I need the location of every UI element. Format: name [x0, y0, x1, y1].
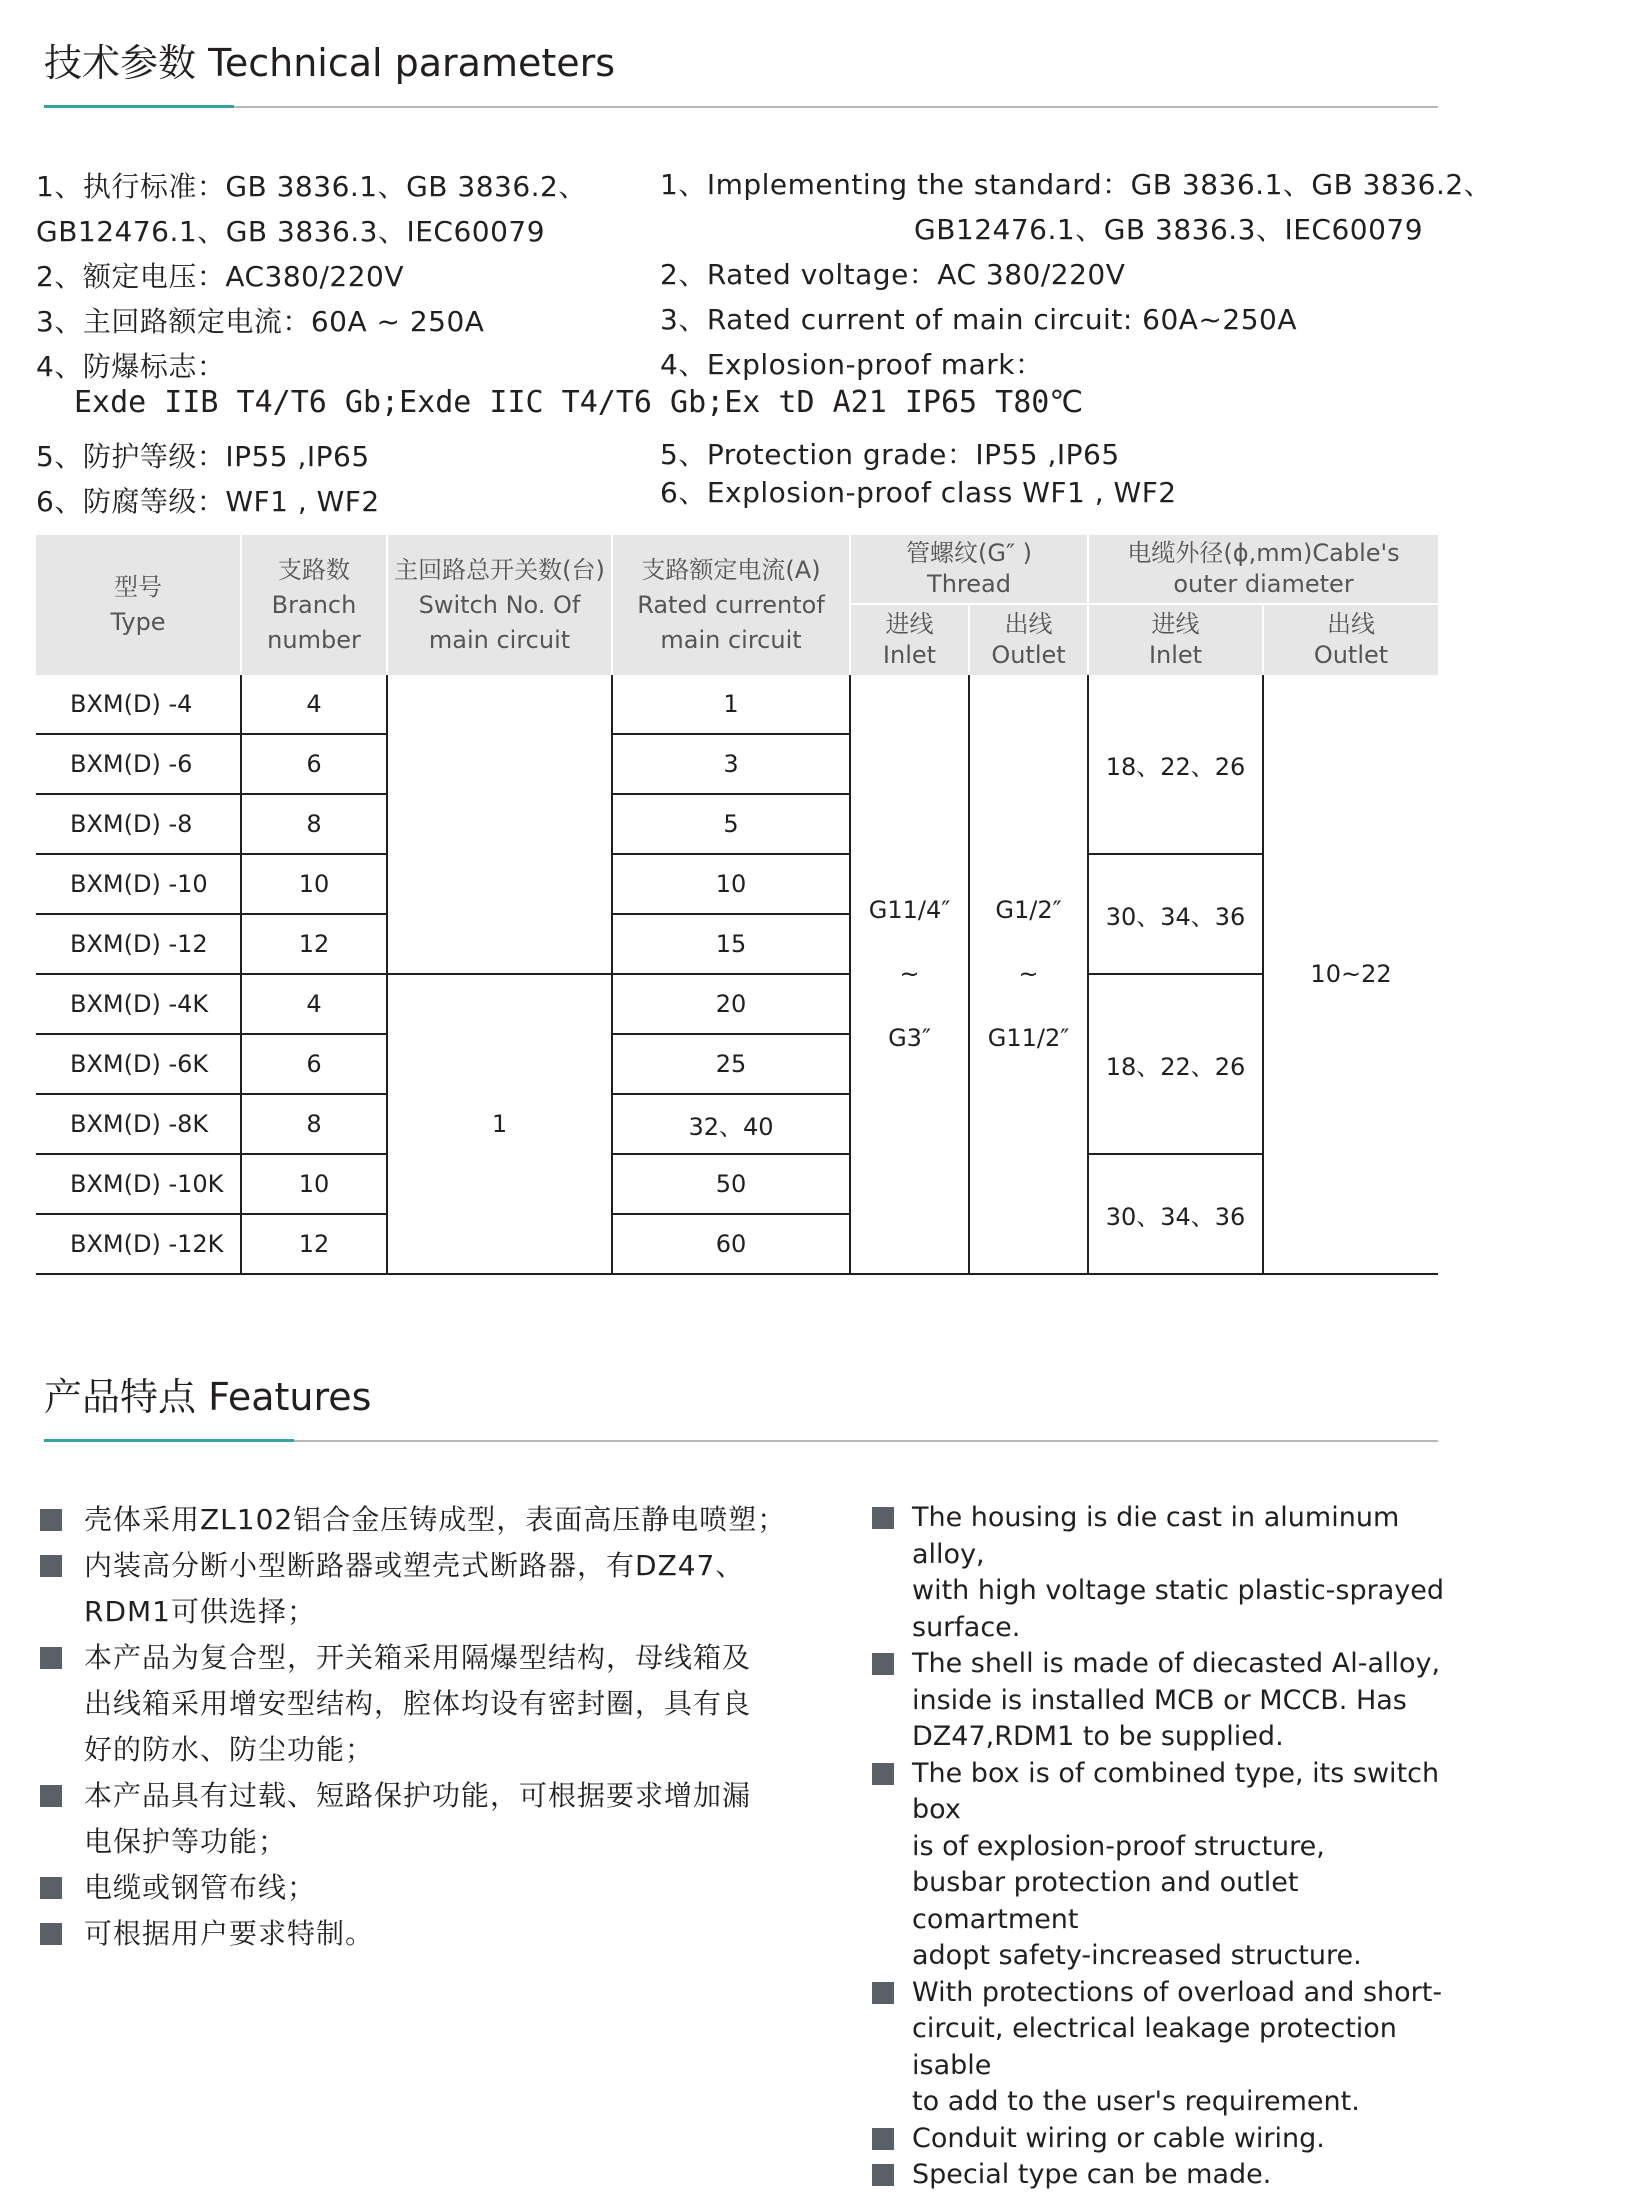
header-thread-outlet: [969, 604, 1088, 675]
cell-current: 60: [612, 1214, 850, 1274]
cell-branch: 4: [241, 675, 387, 734]
header-thread-cn: 管螺纹(G″ ): [906, 539, 1032, 567]
header-cable-inlet-en: Inlet: [1148, 641, 1203, 669]
square-bullet-icon: [40, 1923, 62, 1945]
square-bullet-icon: [40, 1785, 62, 1807]
cn-anticorrosion-class: 6、防腐等级：WF1 , WF2: [36, 485, 380, 518]
feature-en-line: DZ47,RDM1 to be supplied.: [912, 1721, 1284, 1752]
thread-outlet-mid: ~: [1018, 960, 1039, 988]
feature-en-item: [872, 2121, 1452, 2158]
cell-branch: 12: [241, 914, 387, 974]
feature-en-line: adopt safety-increased structure.: [912, 1940, 1362, 1971]
table-row: [36, 1154, 1438, 1214]
table-row: [36, 854, 1438, 914]
header-thread: [850, 535, 1088, 604]
parameter-table: [36, 535, 1438, 1275]
feature-en-item: [872, 2157, 1452, 2194]
en-explosion-class: 6、Explosion-proof class WF1 , WF2: [660, 476, 1177, 509]
cell-branch: 8: [241, 794, 387, 854]
feature-cn-item: [40, 1911, 820, 1957]
header-type-cn: 型号: [114, 573, 162, 601]
cell-switch-value: 1: [387, 974, 612, 1274]
feature-cn-item: [40, 1865, 820, 1911]
thread-inlet-top: G11/4″: [868, 896, 951, 924]
cell-current: 5: [612, 794, 850, 854]
feature-en-line: surface.: [912, 1611, 1021, 1643]
cell-branch: 12: [241, 1214, 387, 1274]
header-outlet-cn: 出线: [1004, 610, 1053, 638]
cn-standard-line1: 1、执行标准：GB 3836.1、GB 3836.2、: [36, 170, 587, 203]
feature-en-item: [872, 1975, 1452, 2121]
square-bullet-icon: [40, 1877, 62, 1899]
header-outlet-en: Outlet: [991, 641, 1066, 669]
feature-cn-line: 壳体采用ZL102铝合金压铸成型，表面高压静电喷塑；: [84, 1503, 787, 1536]
feature-en-line: is of explosion-proof structure,: [912, 1830, 1325, 1862]
cell-current: 20: [612, 974, 850, 1034]
square-bullet-icon: [872, 1982, 894, 2004]
section-title-technical: 技术参数 Technical parameters: [44, 41, 616, 85]
thread-outlet-top: G1/2″: [995, 896, 1062, 924]
header-inlet-en: Inlet: [882, 641, 937, 669]
cn-explosion-mark: 4、防爆标志：: [36, 350, 226, 383]
cell-current: 50: [612, 1154, 850, 1214]
feature-en-item: [872, 1646, 1452, 1756]
cell-branch: 10: [241, 854, 387, 914]
header-switch: [387, 535, 612, 675]
cell-cable-inlet: 18、22、26: [1088, 974, 1263, 1154]
cell-current: 10: [612, 854, 850, 914]
feature-cn-line: RDM1可供选择；: [84, 1595, 316, 1628]
cell-branch: 6: [241, 734, 387, 794]
square-bullet-icon: [40, 1647, 62, 1669]
feature-cn-line: 好的防水、防尘功能；: [84, 1733, 375, 1766]
cell-switch-empty: [387, 675, 612, 974]
header-rated-cn: 支路额定电流(A): [641, 555, 821, 584]
header-switch-en2: main circuit: [428, 625, 571, 654]
square-bullet-icon: [872, 1763, 894, 1785]
square-bullet-icon: [872, 1653, 894, 1675]
feature-en-line: with high voltage static plastic-sprayed: [912, 1575, 1444, 1606]
header-rated-en1: Rated currentof: [637, 590, 825, 619]
header-switch-en1: Switch No. Of: [418, 590, 581, 619]
cell-type: BXM(D) -10: [36, 854, 241, 914]
thread-inlet-bot: G3″: [888, 1024, 931, 1052]
cell-thread-outlet: [969, 675, 1088, 1274]
header-thread-inlet: [850, 604, 969, 675]
header-branch-cn: 支路数: [278, 555, 350, 584]
feature-cn-line: 电保护等功能；: [84, 1825, 288, 1858]
header-cable-cn: 电缆外径(ϕ,mm)Cable's: [1127, 539, 1400, 567]
cell-type: BXM(D) -6: [36, 734, 241, 794]
cell-current: 32、40: [612, 1094, 850, 1154]
header-rated-en2: main circuit: [660, 625, 802, 654]
feature-cn-line: 可根据用户要求特制。: [84, 1917, 375, 1950]
header-branch-en1: Branch: [271, 590, 357, 619]
feature-cn-line: 出线箱采用增安型结构，腔体均设有密封圈，具有良: [84, 1687, 752, 1720]
header-rated-current: [612, 535, 850, 675]
feature-en-line: Special type can be made.: [912, 2159, 1272, 2190]
feature-en-line: The box is of combined type, its switch box: [912, 1757, 1440, 1825]
features-cn-list: [40, 1497, 820, 1957]
cell-type: BXM(D) -10K: [36, 1154, 241, 1214]
en-protection-grade: 5、Protection grade：IP55 ,IP65: [660, 438, 1120, 471]
title-accent-bar: [44, 105, 234, 108]
header-switch-cn: 主回路总开关数(台): [394, 555, 605, 584]
en-standard-line2: GB12476.1、GB 3836.3、IEC60079: [914, 213, 1424, 246]
cell-branch: 8: [241, 1094, 387, 1154]
header-cable: [1088, 535, 1438, 604]
square-bullet-icon: [40, 1509, 62, 1531]
cn-rated-voltage: 2、额定电压：AC380/220V: [36, 260, 405, 293]
cell-current: 25: [612, 1034, 850, 1094]
feature-en-line: Conduit wiring or cable wiring.: [912, 2122, 1325, 2154]
feature-cn-item: [40, 1635, 820, 1773]
table-row: [36, 974, 1438, 1034]
feature-en-item: [872, 1500, 1452, 1646]
cell-type: BXM(D) -12: [36, 914, 241, 974]
cell-cable-inlet: 18、22、26: [1088, 675, 1263, 854]
title-underline: [44, 106, 1438, 108]
features-en-list: [872, 1500, 1452, 2194]
header-cable-inlet-cn: 进线: [1151, 610, 1200, 638]
cell-branch: 10: [241, 1154, 387, 1214]
features-accent-bar: [44, 1439, 294, 1442]
feature-cn-item: [40, 1497, 820, 1543]
feature-cn-item: [40, 1543, 820, 1635]
feature-en-line: busbar protection and outlet comartment: [912, 1867, 1299, 1935]
en-rated-voltage: 2、Rated voltage：AC 380/220V: [660, 258, 1126, 291]
feature-cn-line: 电缆或钢管布线；: [84, 1871, 317, 1904]
cell-type: BXM(D) -4K: [36, 974, 241, 1034]
square-bullet-icon: [872, 2164, 894, 2186]
feature-en-line: With protections of overload and short-: [912, 1976, 1443, 2008]
header-type: [36, 535, 241, 675]
header-type-en: Type: [110, 608, 166, 636]
cell-type: BXM(D) -6K: [36, 1034, 241, 1094]
cell-type: BXM(D) -12K: [36, 1214, 241, 1274]
header-cable-outlet-cn: 出线: [1327, 610, 1376, 638]
cell-cable-inlet: 30、34、36: [1088, 854, 1263, 974]
header-branch-en2: number: [267, 625, 361, 654]
thread-inlet-mid: ~: [899, 960, 920, 988]
header-cable-en: outer diameter: [1173, 570, 1354, 598]
feature-cn-line: 内装高分断小型断路器或塑壳式断路器，有DZ47、: [84, 1549, 745, 1582]
header-inlet-cn: 进线: [885, 610, 934, 638]
cell-cable-outlet: 10~22: [1263, 675, 1438, 1274]
feature-en-line: circuit, electrical leakage protection isable: [912, 2013, 1397, 2081]
cell-cable-inlet: 30、34、36: [1088, 1154, 1263, 1274]
feature-en-line: The shell is made of diecasted Al-alloy,: [912, 1648, 1441, 1679]
en-standard-line1: 1、Implementing the standard：GB 3836.1、GB 3836.2、: [660, 168, 1493, 201]
cell-current: 15: [612, 914, 850, 974]
cell-type: BXM(D) -8: [36, 794, 241, 854]
section-title-features: 产品特点 Features: [44, 1375, 372, 1419]
header-cable-inlet: [1088, 604, 1263, 675]
feature-en-line: to add to the user's requirement.: [912, 2086, 1360, 2117]
cell-type: BXM(D) -8K: [36, 1094, 241, 1154]
cell-current: 1: [612, 675, 850, 734]
cell-branch: 4: [241, 974, 387, 1034]
cn-rated-current: 3、主回路额定电流：60A ~ 250A: [36, 305, 485, 338]
header-cable-outlet: [1263, 604, 1438, 675]
cell-branch: 6: [241, 1034, 387, 1094]
cell-current: 3: [612, 734, 850, 794]
square-bullet-icon: [872, 2128, 894, 2150]
thread-outlet-bot: G11/2″: [987, 1024, 1070, 1052]
cn-standard-line2: GB12476.1、GB 3836.3、IEC60079: [36, 215, 546, 248]
feature-en-line: inside is installed MCB or MCCB. Has: [912, 1684, 1407, 1716]
feature-cn-item: [40, 1773, 820, 1865]
header-cable-outlet-en: Outlet: [1313, 641, 1389, 669]
square-bullet-icon: [40, 1555, 62, 1577]
table-row: [36, 675, 1438, 734]
explosion-mark-value: Exde IIB T4/T6 Gb;Exde IIC T4/T6 Gb;Ex tD A21 IP65 T80℃: [74, 385, 1084, 420]
header-branch: [241, 535, 387, 675]
feature-en-item: [872, 1756, 1452, 1975]
cell-type: BXM(D) -4: [36, 675, 241, 734]
cn-protection-grade: 5、防护等级：IP55 ,IP65: [36, 440, 370, 473]
square-bullet-icon: [872, 1507, 894, 1529]
feature-en-line: The housing is die cast in aluminum alloy,: [912, 1502, 1400, 1570]
feature-cn-line: 本产品为复合型，开关箱采用隔爆型结构，母线箱及: [84, 1641, 752, 1674]
header-thread-en: Thread: [927, 570, 1011, 598]
en-explosion-mark: 4、Explosion-proof mark：: [660, 348, 1044, 381]
cell-thread-inlet: [850, 675, 969, 1274]
en-rated-current: 3、Rated current of main circuit: 60A~250A: [660, 303, 1297, 336]
feature-cn-line: 本产品具有过载、短路保护功能，可根据要求增加漏: [84, 1779, 752, 1812]
